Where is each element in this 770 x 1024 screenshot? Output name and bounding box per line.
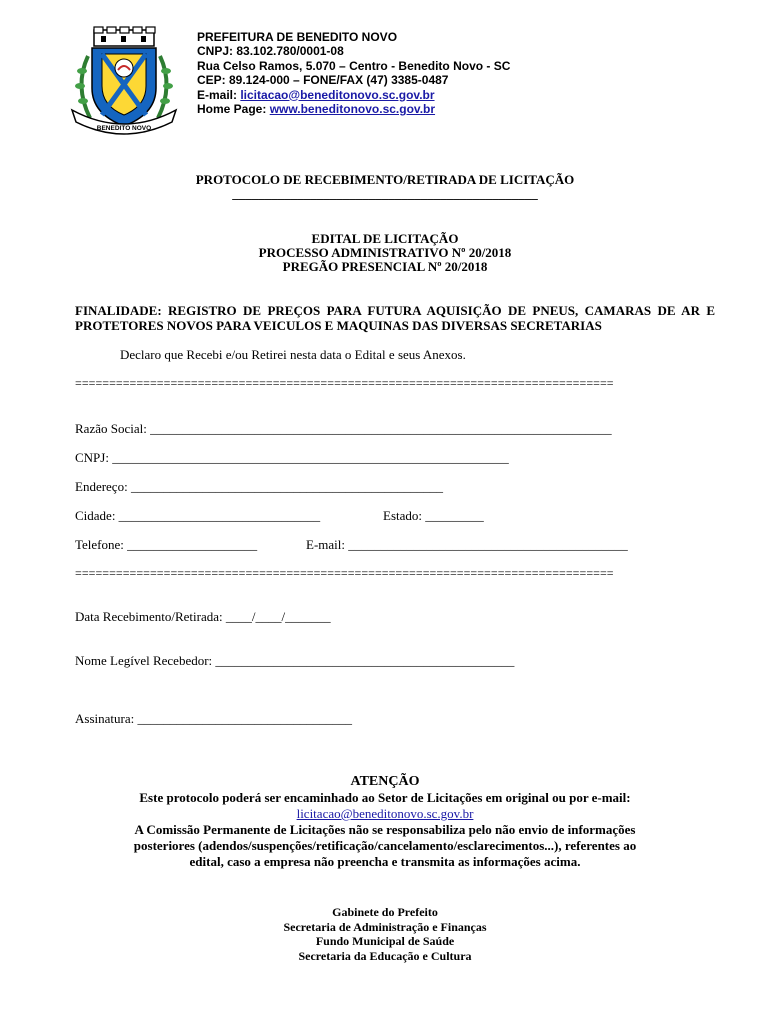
notice-line-2: A Comissão Permanente de Licitações não se responsabiliza pelo não envio de informações xyxy=(134,822,636,837)
footer-administracao: Secretaria de Administração e Finanças xyxy=(283,919,487,934)
pregao-number: PREGÃO PRESENCIAL Nº 20/2018 xyxy=(282,259,488,274)
separator-bottom: =============================================================================== xyxy=(75,566,614,580)
notice-line-3: posteriores (adendos/suspenções/retificação/cancelamento/esclarecimentos...), referentes ao xyxy=(133,838,637,853)
footer-gabinete: Gabinete do Prefeito xyxy=(332,905,438,919)
notice-email-link[interactable]: licitacao@beneditonovo.sc.gov.br xyxy=(296,806,474,821)
razao-social-field[interactable]: Razão Social: _______________________________________________________________________ xyxy=(75,421,612,436)
atencao-notice xyxy=(0,790,770,870)
document-title: PROTOCOLO DE RECEBIMENTO/RETIRADA DE LICITAÇÃO xyxy=(195,172,575,187)
declaration-text: Declaro que Recebi e/ou Retirei nesta data o Edital e seus Anexos. xyxy=(120,347,466,362)
crown-icon xyxy=(94,27,155,46)
separator-top: =============================================================================== xyxy=(75,376,614,390)
org-address: Rua Celso Ramos, 5.070 – Centro - Benedito Novo - SC xyxy=(197,58,511,73)
homepage-label: Home Page: xyxy=(197,102,270,117)
data-recebimento-field[interactable]: Data Recebimento/Retirada: ____/____/_______ xyxy=(75,609,331,624)
footer-departments xyxy=(0,905,770,963)
footer-saude: Fundo Municipal de Saúde xyxy=(315,934,455,948)
shield-icon xyxy=(92,48,156,126)
cidade-field[interactable]: Cidade: _______________________________ xyxy=(75,508,321,523)
nome-recebedor-field[interactable]: Nome Legível Recebedor: ______________________________________________ xyxy=(75,653,515,668)
org-name: PREFEITURA DE BENEDITO NOVO xyxy=(197,30,398,44)
estado-field[interactable]: Estado: _________ xyxy=(383,508,484,523)
org-email-link[interactable]: licitacao@beneditonovo.sc.gov.br xyxy=(240,87,435,102)
cnpj-field[interactable]: CNPJ: _____________________________________________________________ xyxy=(75,450,509,465)
edital-heading: EDITAL DE LICITAÇÃO xyxy=(311,231,459,246)
org-cep-phone: CEP: 89.124-000 – FONE/FAX (47) 3385-0487 xyxy=(197,73,449,88)
finalidade-paragraph: FINALIDADE: REGISTRO DE PREÇOS PARA FUTURA AQUISIÇÃO DE PNEUS, CAMARAS DE AR E PROTETORES NOVOS PARA VEICULOS E MAQUINAS DAS DIVERSAS SECRETARIAS xyxy=(75,303,715,333)
assinatura-field[interactable]: Assinatura: _________________________________ xyxy=(75,711,352,726)
municipal-coat-of-arms-logo xyxy=(68,26,180,138)
letterhead xyxy=(197,30,510,116)
footer-educacao: Secretaria da Educação e Cultura xyxy=(298,948,472,963)
atencao-heading: ATENÇÃO xyxy=(350,774,420,789)
notice-line-1: Este protocolo poderá ser encaminhado ao Setor de Licitações em original ou por e-mail: xyxy=(139,790,631,805)
title-underline: _______________________________________________ xyxy=(232,186,538,201)
telefone-field[interactable]: Telefone: ____________________ xyxy=(75,537,258,552)
org-cnpj: CNPJ: 83.102.780/0001-08 xyxy=(197,44,344,59)
processo-number: PROCESSO ADMINISTRATIVO Nº 20/2018 xyxy=(258,245,512,260)
notice-line-4: edital, caso a empresa não preencha e transmita as informações acima. xyxy=(189,854,581,869)
endereco-field[interactable]: Endereço: ________________________________________________ xyxy=(75,479,443,494)
logo-ribbon-text: BENEDITO NOVO xyxy=(96,125,152,132)
email-field[interactable]: E-mail: ___________________________________________ xyxy=(306,537,628,552)
org-email-line xyxy=(197,88,510,102)
org-homepage-line xyxy=(197,102,510,116)
email-label: E-mail: xyxy=(197,87,241,102)
org-homepage-link[interactable]: www.beneditonovo.sc.gov.br xyxy=(269,102,436,117)
